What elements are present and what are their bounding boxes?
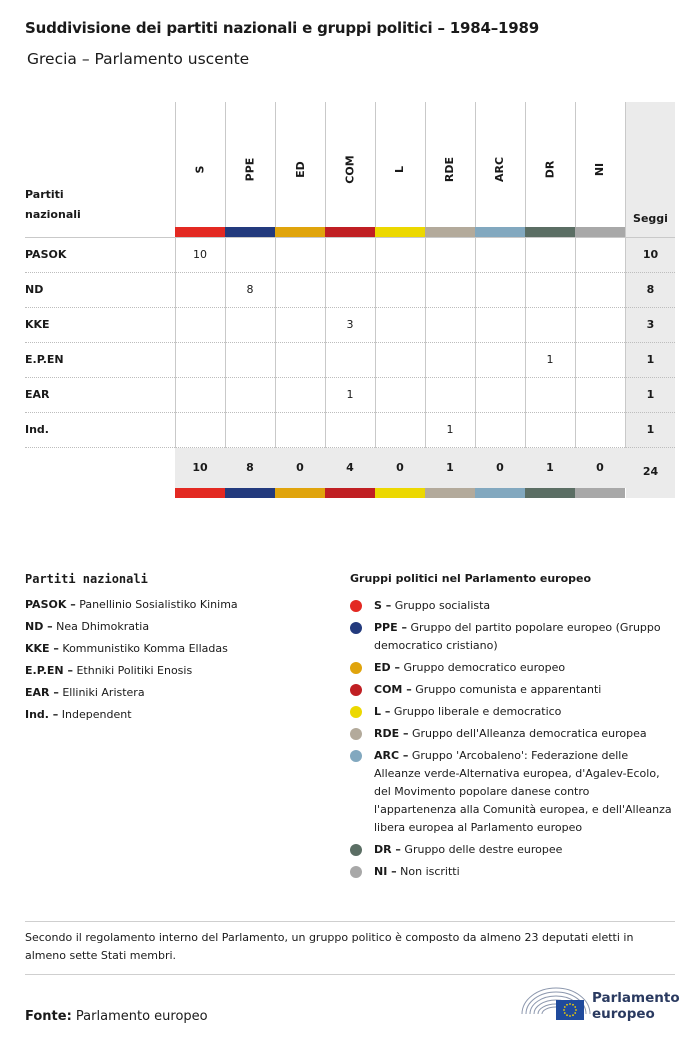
column-total: 1	[446, 461, 454, 474]
political-group-abbr: S –	[374, 599, 392, 612]
row-header	[25, 185, 81, 225]
table-cell: 8	[246, 283, 254, 296]
source-label: Fonte:	[25, 1009, 72, 1024]
group-color-dot-icon	[350, 600, 362, 612]
row-total: 8	[646, 283, 655, 296]
row-divider	[25, 377, 675, 378]
national-party-item	[25, 708, 132, 721]
group-header-label: ED	[293, 160, 307, 178]
hemicycle-icon	[520, 984, 592, 1024]
national-parties-heading: Partiti nazionali	[25, 572, 148, 586]
national-party-abbr: EAR –	[25, 686, 59, 699]
party-label: KKE	[25, 318, 50, 331]
group-header-label: PPE	[243, 157, 257, 181]
row-total: 10	[642, 248, 659, 261]
source-text: Parlamento europeo	[75, 1009, 208, 1024]
group-color-bar-top	[475, 227, 525, 237]
party-label: ND	[25, 283, 44, 296]
national-party-abbr: Ind. –	[25, 708, 59, 721]
group-color-bar-bottom	[575, 488, 625, 498]
table-cell: 1	[446, 423, 454, 436]
national-party-abbr: ND –	[25, 620, 53, 633]
group-header-label: COM	[343, 154, 357, 184]
national-party-name: Ethniki Politiki Enosis	[72, 664, 193, 677]
political-group-text	[374, 681, 675, 699]
party-label: EAR	[25, 388, 50, 401]
footnote: Secondo il regolamento interno del Parlamento, un gruppo politico è composto da almeno 23 deputati eletti in almeno sette Stati membri.	[25, 931, 634, 962]
column-total: 0	[396, 461, 404, 474]
eu-star-icon	[574, 1006, 576, 1008]
group-color-bar-top	[225, 227, 275, 237]
group-color-bar-top	[375, 227, 425, 237]
note-divider-bottom	[25, 974, 675, 975]
group-color-bar-bottom	[375, 488, 425, 498]
group-color-bar-bottom	[475, 488, 525, 498]
national-party-name: Independent	[58, 708, 132, 721]
group-color-bar-top	[525, 227, 575, 237]
political-group-name: Gruppo socialista	[391, 599, 491, 612]
column-total: 10	[192, 461, 208, 474]
eu-star-icon	[569, 1003, 571, 1005]
national-party-name: Kommunistiko Komma Elladas	[58, 642, 228, 655]
group-color-dot-icon	[350, 662, 362, 674]
column-total: 0	[596, 461, 604, 474]
eu-star-icon	[575, 1009, 577, 1011]
group-color-dot-icon	[350, 728, 362, 740]
grand-total: 24	[642, 465, 659, 478]
group-header-label: L	[393, 165, 407, 173]
group-color-bar-bottom	[325, 488, 375, 498]
row-divider	[25, 412, 675, 413]
eu-star-icon	[563, 1009, 565, 1011]
political-group-abbr: PPE –	[374, 621, 407, 634]
group-color-bar-top	[425, 227, 475, 237]
political-group-text	[374, 863, 675, 881]
row-header-line-1: Partiti	[25, 188, 64, 201]
political-group-abbr: RDE –	[374, 727, 409, 740]
group-color-bar-top	[275, 227, 325, 237]
party-label: E.P.EN	[25, 353, 64, 366]
national-party-item	[25, 598, 238, 611]
group-color-bar-top	[575, 227, 625, 237]
eu-star-icon	[566, 1014, 568, 1016]
group-color-dot-icon	[350, 706, 362, 718]
group-header-ed	[275, 112, 325, 226]
political-group-abbr: DR –	[374, 843, 401, 856]
political-group-name: Gruppo liberale e democratico	[390, 705, 562, 718]
party-label: Ind.	[25, 423, 49, 436]
group-header-l	[375, 112, 425, 226]
group-color-bar-bottom	[275, 488, 325, 498]
row-header-line-2: nazionali	[25, 208, 81, 221]
group-header-label: S	[193, 165, 207, 173]
table-cell: 1	[346, 388, 354, 401]
source-line	[25, 1009, 208, 1024]
group-color-bar-top	[325, 227, 375, 237]
column-total: 8	[246, 461, 254, 474]
group-color-dot-icon	[350, 844, 362, 856]
column-total: 0	[496, 461, 504, 474]
group-header-label: RDE	[443, 156, 457, 182]
national-party-abbr: E.P.EN –	[25, 664, 73, 677]
political-group-name: Non iscritti	[396, 865, 460, 878]
political-groups-heading: Gruppi politici nel Parlamento europeo	[350, 572, 592, 585]
note-divider-top	[25, 921, 675, 922]
header-divider	[25, 237, 675, 238]
political-group-abbr: COM –	[374, 683, 412, 696]
row-divider	[25, 307, 675, 308]
national-party-item	[25, 642, 228, 655]
page-title: Suddivisione dei partiti nazionali e gruppi politici – 1984–1989	[25, 19, 539, 37]
political-group-text	[374, 747, 675, 837]
group-color-dot-icon	[350, 866, 362, 878]
group-color-dot-icon	[350, 750, 362, 762]
group-color-dot-icon	[350, 622, 362, 634]
column-total: 4	[346, 461, 354, 474]
row-total: 1	[646, 353, 655, 366]
political-group-text	[374, 619, 675, 655]
group-header-label: ARC	[493, 156, 507, 182]
seggi-header: Seggi	[633, 212, 668, 225]
eu-flag-icon	[556, 1000, 584, 1020]
group-color-dot-icon	[350, 684, 362, 696]
logo-text	[592, 990, 680, 1022]
national-party-abbr: PASOK –	[25, 598, 76, 611]
national-party-name: Nea Dhimokratia	[52, 620, 150, 633]
logo-text-line-1: Parlamento	[592, 990, 680, 1006]
national-party-item	[25, 620, 149, 633]
table-cell: 3	[346, 318, 354, 331]
political-group-name: Gruppo del partito popolare europeo (Gruppo democratico cristiano)	[374, 621, 661, 652]
logo-text-line-2: europeo	[592, 1006, 655, 1022]
group-header-ppe	[225, 112, 275, 226]
political-group-text	[374, 597, 675, 615]
political-group-text	[374, 659, 675, 677]
group-header-arc	[475, 112, 525, 226]
national-party-name: Elliniki Aristera	[58, 686, 145, 699]
group-color-bar-bottom	[175, 488, 225, 498]
political-group-name: Gruppo dell'Alleanza democratica europea	[408, 727, 647, 740]
political-group-name: Gruppo 'Arcobaleno': Federazione delle Alleanze verde-Alternativa europea, d'Agalev-Ecolo, del Movimento popolare danese contro l'appartenenza alla Comunità europea, e dell'Alleanza libera europea al Parlamento europeo	[374, 749, 672, 834]
group-header-label: NI	[593, 162, 607, 176]
political-group-text	[374, 725, 675, 743]
page-subtitle: Grecia – Parlamento uscente	[27, 50, 250, 68]
eu-star-icon	[569, 1015, 571, 1017]
row-total: 1	[646, 423, 655, 436]
table-cell: 1	[546, 353, 554, 366]
row-divider	[25, 447, 675, 448]
column-total: 0	[296, 461, 304, 474]
eu-star-icon	[574, 1012, 576, 1014]
row-total: 1	[646, 388, 655, 401]
political-group-abbr: NI –	[374, 865, 397, 878]
eu-star-icon	[564, 1012, 566, 1014]
group-color-bar-bottom	[425, 488, 475, 498]
group-header-ni	[575, 112, 625, 226]
political-group-text	[374, 703, 675, 721]
political-group-abbr: L –	[374, 705, 391, 718]
national-party-item	[25, 664, 192, 677]
group-header-com	[325, 112, 375, 226]
eu-star-icon	[572, 1014, 574, 1016]
political-group-abbr: ED –	[374, 661, 400, 674]
political-group-abbr: ARC –	[374, 749, 409, 762]
seggi-column-panel	[626, 102, 675, 498]
group-color-bar-bottom	[225, 488, 275, 498]
table-cell: 10	[193, 248, 207, 261]
eu-star-icon	[572, 1004, 574, 1006]
group-color-bar-bottom	[525, 488, 575, 498]
eu-star-icon	[564, 1006, 566, 1008]
eu-star-icon	[566, 1004, 568, 1006]
row-total: 3	[646, 318, 655, 331]
national-party-item	[25, 686, 145, 699]
group-color-bar-top	[175, 227, 225, 237]
group-header-label: DR	[543, 160, 557, 178]
group-header-dr	[525, 112, 575, 226]
row-divider	[25, 342, 675, 343]
political-group-name: Gruppo democratico europeo	[399, 661, 566, 674]
political-group-name: Gruppo delle destre europee	[400, 843, 563, 856]
national-party-abbr: KKE –	[25, 642, 59, 655]
row-divider	[25, 272, 675, 273]
group-header-rde	[425, 112, 475, 226]
group-header-s	[175, 112, 225, 226]
party-label: PASOK	[25, 248, 67, 261]
political-group-text	[374, 841, 675, 859]
column-total: 1	[546, 461, 554, 474]
national-party-name: Panellinio Sosialistiko Kinima	[75, 598, 238, 611]
political-group-name: Gruppo comunista e apparentanti	[411, 683, 602, 696]
